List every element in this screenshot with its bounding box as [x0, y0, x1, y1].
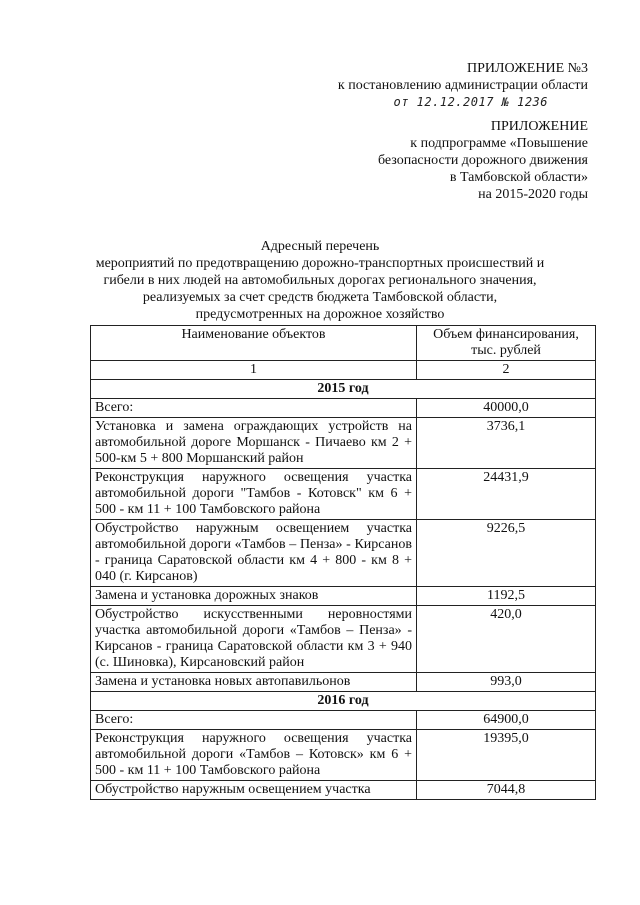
funding-amount: 420,0 [417, 606, 596, 673]
table-row [91, 711, 596, 730]
funding-amount: 9226,5 [417, 520, 596, 587]
table-row [91, 399, 596, 418]
object-name: Реконструкция наружного освещения участка автомобильной дороги «Тамбов – Котовск» км 6 + 500 - км 11 + 100 Тамбовского района [91, 730, 417, 781]
object-name: Обустройство искусственными неровностями участка автомобильной дороги «Тамбов – Пенза» - Кирсанов - граница Саратовской области км 3 + 940 (с. Шиновка), Кирсановский район [91, 606, 417, 673]
funding-amount: 1192,5 [417, 587, 596, 606]
funding-amount: 3736,1 [417, 418, 596, 469]
col-amount-header: Объем финансирования, тыс. рублей [417, 326, 596, 361]
appendix-line: в Тамбовской области» [449, 170, 588, 185]
table-row [91, 469, 596, 520]
col-number-1: 1 [91, 361, 417, 380]
table-row [91, 673, 596, 692]
document-title [70, 238, 570, 323]
year-label-2016: 2016 год [91, 692, 596, 711]
title-line: гибели в них людей на автомобильных дорогах регионального значения, [103, 273, 537, 288]
appendix-title: ПРИЛОЖЕНИЕ [490, 119, 588, 134]
object-name: Установка и замена ограждающих устройств на автомобильной дороге Моршанск - Пичаево км 2 + 500-км 5 + 800 Моршанский район [91, 418, 417, 469]
table-row [91, 520, 596, 587]
appendix-line: безопасности дорожного движения [377, 153, 588, 168]
object-name: Всего: [91, 399, 417, 418]
object-name: Всего: [91, 711, 417, 730]
table-row [91, 587, 596, 606]
title-line: реализуемых за счет средств бюджета Тамбовской области, [142, 290, 498, 305]
appendix-3-title: ПРИЛОЖЕНИЕ №3 [467, 61, 588, 76]
handwritten-date-number: от 12.12.2017 № 1236 [393, 95, 548, 109]
funding-amount: 19395,0 [417, 730, 596, 781]
table-row [91, 418, 596, 469]
funding-amount: 64900,0 [417, 711, 596, 730]
funding-amount: 7044,8 [417, 781, 596, 800]
appendix-block [378, 118, 588, 203]
table-header-row [91, 326, 596, 361]
funding-amount: 24431,9 [417, 469, 596, 520]
year-row-2016 [91, 692, 596, 711]
title-line: предусмотренных на дорожное хозяйство [195, 307, 445, 322]
funding-amount: 993,0 [417, 673, 596, 692]
appendix-3-block [338, 60, 588, 111]
year-label-2015: 2015 год [91, 380, 596, 399]
appendix-line: на 2015-2020 годы [478, 187, 588, 202]
year-row-2015 [91, 380, 596, 399]
table-row [91, 730, 596, 781]
table-row [91, 781, 596, 800]
title-line: мероприятий по предотвращению дорожно-транспортных происшествий и [95, 256, 545, 271]
appendix-line: к подпрограмме «Повышение [410, 136, 588, 151]
funding-amount: 40000,0 [417, 399, 596, 418]
title-line: Адресный перечень [260, 239, 380, 254]
col-name-header: Наименование объектов [91, 326, 417, 361]
object-name: Замена и установка новых автопавильонов [91, 673, 417, 692]
object-name: Замена и установка дорожных знаков [91, 587, 417, 606]
objects-table [90, 325, 596, 800]
table-row [91, 606, 596, 673]
appendix-3-line: к постановлению администрации области [337, 78, 588, 93]
column-number-row [91, 361, 596, 380]
object-name: Реконструкция наружного освещения участка автомобильной дороги "Тамбов - Котовск" км 6 + 500 - км 11 + 100 Тамбовского района [91, 469, 417, 520]
object-name: Обустройство наружным освещением участка [91, 781, 417, 800]
object-name: Обустройство наружным освещением участка автомобильной дороги «Тамбов – Пенза» - Кирсанов - граница Саратовской области км 4 + 800 - км 8 + 040 (г. Кирсанов) [91, 520, 417, 587]
col-number-2: 2 [417, 361, 596, 380]
